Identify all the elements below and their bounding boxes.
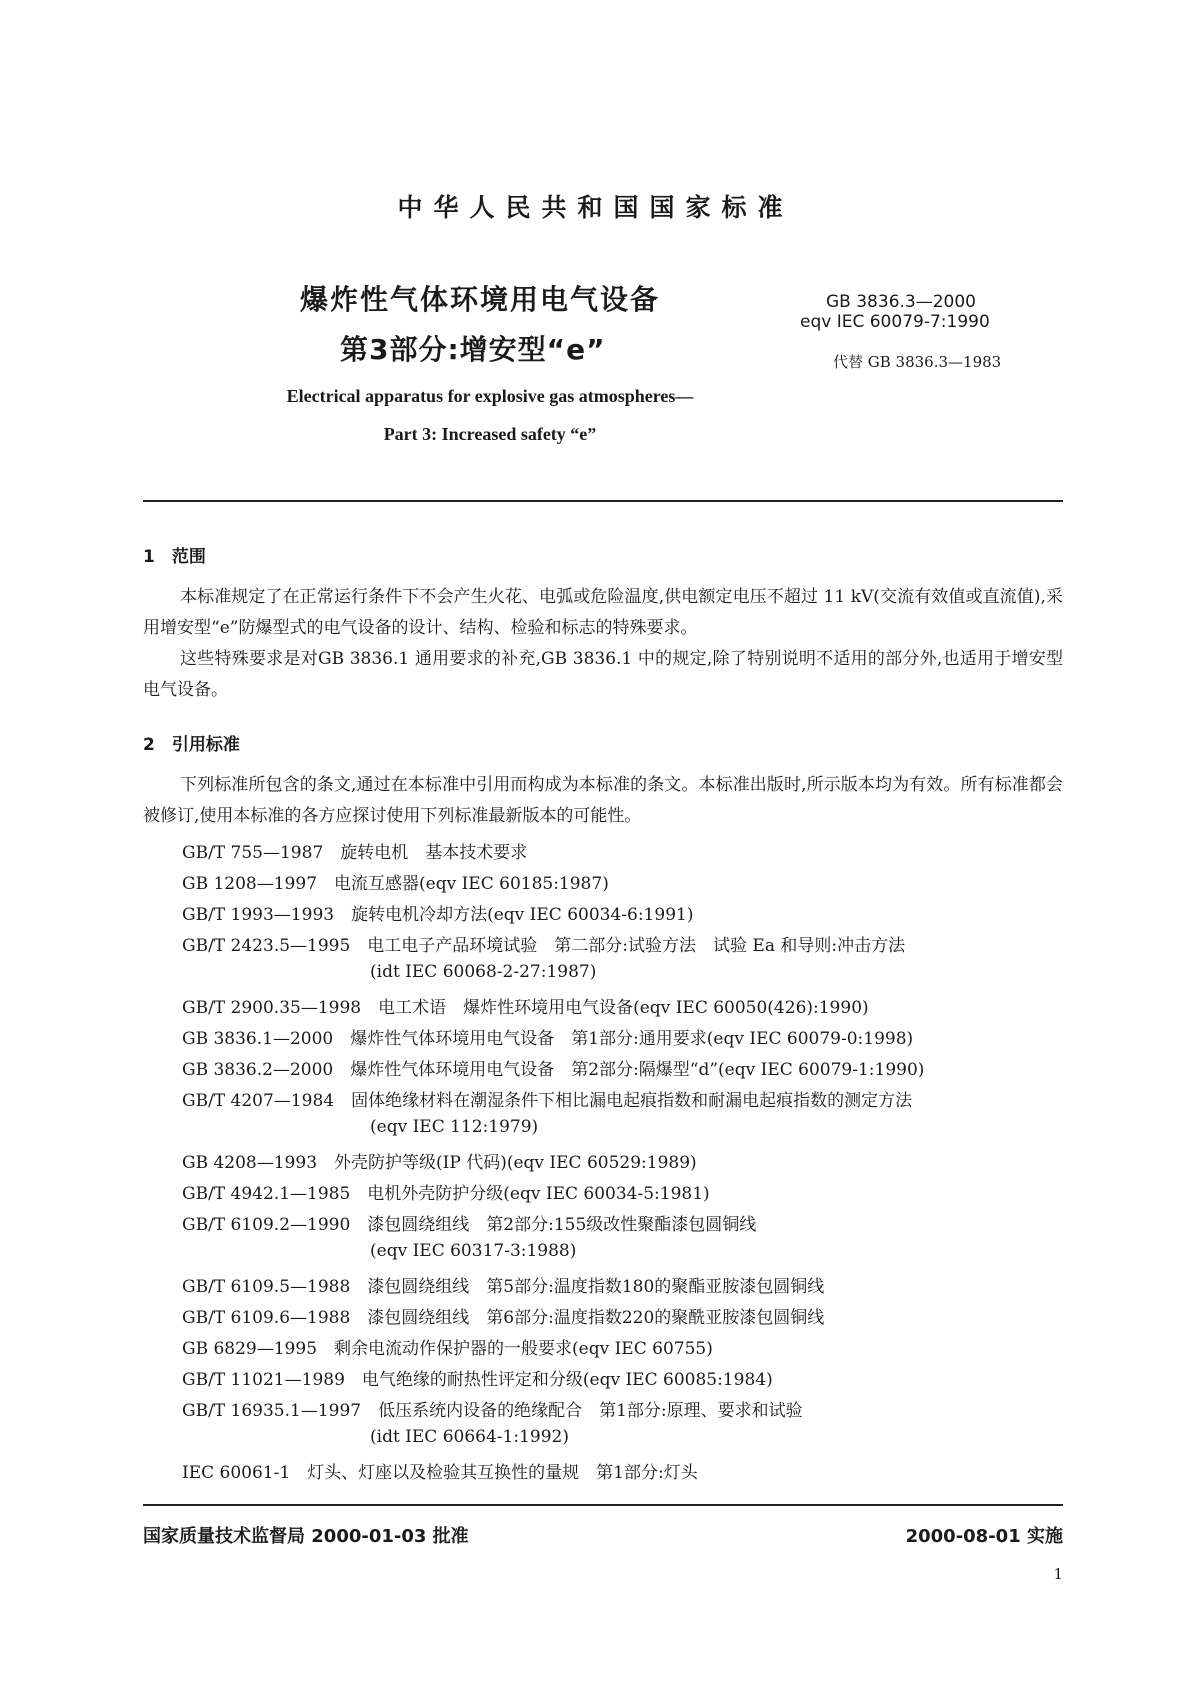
ref-item-continuation: (idt IEC 60664-1:1992) [370,1427,569,1447]
ref-item: GB/T 755—1987 旋转电机 基本技术要求 [182,843,528,863]
section-2-heading: 2 引用标准 [143,735,240,755]
standard-equivalence: eqv IEC 60079-7:1990 [800,312,990,332]
title-zh-line1: 爆炸性气体环境用电气设备 [300,283,661,316]
ref-item-continuation: (idt IEC 60068-2-27:1987) [370,962,597,982]
standard-replaces: 代替 GB 3836.3—1983 [833,353,1002,371]
ref-item: GB/T 6109.5—1988 漆包圆绕组线 第5部分:温度指数180的聚酯亚胺漆包圆铜线 [182,1277,825,1297]
page-number: 1 [1053,1565,1063,1583]
effective-date: 2000-08-01 实施 [905,1526,1063,1547]
ref-item-continuation: (eqv IEC 60317-3:1988) [370,1241,577,1261]
approval-date: 国家质量技术监督局 2000-01-03 批准 [143,1526,469,1547]
ref-item: GB 4208—1993 外壳防护等级(IP 代码)(eqv IEC 60529:1989) [182,1153,697,1173]
ref-item: IEC 60061-1 灯头、灯座以及检验其互换性的量规 第1部分:灯头 [182,1463,698,1483]
title-en-line1: Electrical apparatus for explosive gas atmospheres— [286,386,694,406]
ref-item: GB 1208—1997 电流互感器(eqv IEC 60185:1987) [182,874,609,894]
ref-item: GB/T 2423.5—1995 电工电子产品环境试验 第二部分:试验方法 试验 Ea 和导则:冲击方法 [182,936,906,956]
section-1-paragraph-1: 本标准规定了在正常运行条件下不会产生火花、电弧或危险温度,供电额定电压不超过 11 kV(交流有效值或直流值),采用增安型“e”防爆型式的电气设备的设计、结构、检验和标志的特殊要求。 [143,587,1063,638]
title-en-line2: Part 3: Increased safety “e” [383,424,597,444]
footer-divider [143,1504,1063,1506]
ref-item: GB/T 6109.6—1988 漆包圆绕组线 第6部分:温度指数220的聚酰亚胺漆包圆铜线 [182,1308,825,1328]
ref-item: GB 3836.1—2000 爆炸性气体环境用电气设备 第1部分:通用要求(eqv IEC 60079-0:1998) [182,1029,914,1049]
national-standard-header: 中华人民共和国国家标准 [397,193,794,222]
ref-item: GB/T 2900.35—1998 电工术语 爆炸性环境用电气设备(eqv IEC 60050(426):1990) [182,998,869,1018]
ref-item: GB/T 4942.1—1985 电机外壳防护分级(eqv IEC 60034-5:1981) [182,1184,710,1204]
section-2-intro: 下列标准所包含的条文,通过在本标准中引用而构成为本标准的条文。本标准出版时,所示版本均为有效。所有标准都会被修订,使用本标准的各方应探讨使用下列标准最新版本的可能性。 [143,775,1063,826]
ref-item: GB 6829—1995 剩余电流动作保护器的一般要求(eqv IEC 60755) [182,1339,713,1359]
ref-item: GB/T 1993—1993 旋转电机冷却方法(eqv IEC 60034-6:1991) [182,905,694,925]
section-1-paragraph-2: 这些特殊要求是对GB 3836.1 通用要求的补充,GB 3836.1 中的规定,除了特别说明不适用的部分外,也适用于增安型电气设备。 [143,649,1063,700]
ref-item: GB/T 16935.1—1997 低压系统内设备的绝缘配合 第1部分:原理、要求和试验 [182,1401,803,1421]
ref-item-continuation: (eqv IEC 112:1979) [370,1117,539,1137]
header-divider [143,500,1063,502]
standard-number: GB 3836.3—2000 [826,292,976,312]
ref-item: GB 3836.2—2000 爆炸性气体环境用电气设备 第2部分:隔爆型“d”(eqv IEC 60079-1:1990) [182,1060,925,1080]
title-zh-line2: 第3部分:增安型“e” [340,333,606,366]
section-1-heading: 1 范围 [143,547,206,567]
ref-item: GB/T 6109.2—1990 漆包圆绕组线 第2部分:155级改性聚酯漆包圆铜线 [182,1215,757,1235]
ref-item: GB/T 4207—1984 固体绝缘材料在潮湿条件下相比漏电起痕指数和耐漏电起痕指数的测定方法 [182,1091,913,1111]
ref-item: GB/T 11021—1989 电气绝缘的耐热性评定和分级(eqv IEC 60085:1984) [182,1370,773,1390]
